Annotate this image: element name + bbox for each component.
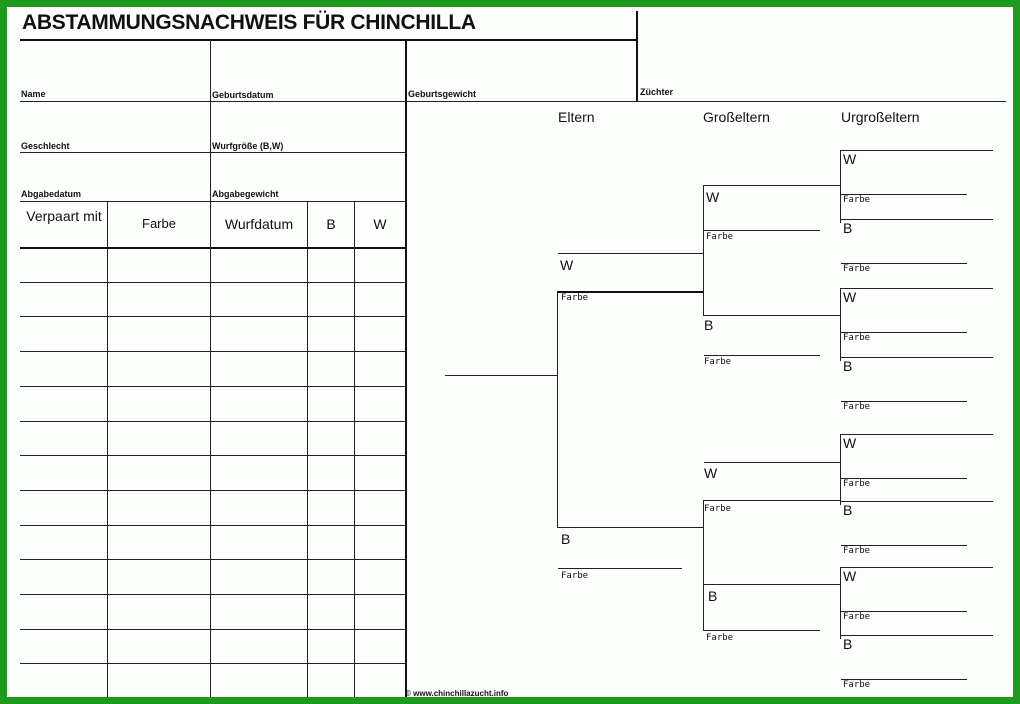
table-col-line-4: [354, 201, 355, 697]
grandparent-3-color-line: [704, 500, 840, 501]
table-row: [20, 386, 405, 387]
great-grandparent-4-color-label: Farbe: [843, 402, 871, 412]
grandparent-4-mark: B: [708, 588, 718, 604]
great-grandparent-3-color-label: Farbe: [843, 333, 871, 343]
grandparent-1-line: [704, 185, 840, 186]
table-col-line-3: [307, 201, 308, 697]
great-grandparent-8-mark: B: [843, 636, 853, 652]
grandparents-lower-connector: [703, 500, 704, 631]
grandparents-upper-connector: [703, 185, 704, 316]
generation-parents: Eltern: [558, 109, 595, 125]
grandparent-3-mark: W: [704, 465, 718, 481]
birth-date-label: Geburtsdatum: [212, 90, 274, 100]
tree-root-line: [445, 375, 558, 376]
grandparent-4-color-line: [704, 630, 820, 631]
table-row: [20, 594, 405, 595]
great-grandparent-8-color-label: Farbe: [843, 680, 871, 690]
table-row: [20, 351, 405, 352]
table-row: [20, 559, 405, 560]
great-grandparent-7-color-label: Farbe: [843, 612, 871, 622]
name-label: Name: [21, 89, 46, 99]
great-grandparent-8-line: [841, 635, 993, 636]
table-row: [20, 663, 405, 664]
breeder-label: Züchter: [640, 87, 674, 97]
table-row: [20, 490, 405, 491]
header-row-line: [20, 101, 1006, 102]
table-header-color: Farbe: [142, 216, 176, 231]
parent-b-color-label: Farbe: [561, 571, 589, 581]
litter-size-label: Wurfgröße (B,W): [212, 141, 284, 151]
great-grandparent-5-color-label: Farbe: [843, 479, 871, 489]
sex-row-line: [20, 152, 405, 153]
left-section-border: [405, 40, 407, 697]
great-grandparent-1-mark: W: [843, 151, 857, 167]
table-row: [20, 455, 405, 456]
great-grandparents-connector-2: [840, 288, 841, 361]
table-row: [20, 282, 405, 283]
title-right-border: [636, 11, 638, 101]
sex-label: Geschlecht: [21, 141, 70, 151]
copyright-footer: © www.chinchillazucht.info: [405, 689, 509, 697]
parent-b-color-line: [558, 568, 682, 569]
sale-row-line: [20, 201, 405, 202]
grandparent-1-mark: W: [706, 189, 720, 205]
grandparent-4-line: [704, 584, 840, 585]
grandparent-3-color-label: Farbe: [704, 504, 732, 514]
great-grandparent-5-mark: W: [843, 435, 857, 451]
great-grandparent-2-color-label: Farbe: [843, 264, 871, 274]
great-grandparent-3-line: [841, 288, 993, 289]
great-grandparent-1-line: [841, 150, 993, 151]
great-grandparent-6-color-label: Farbe: [843, 546, 871, 556]
parent-w-color-label: Farbe: [561, 293, 589, 303]
title-underline: [20, 39, 636, 41]
table-header-w: W: [373, 216, 387, 232]
pedigree-form: [7, 7, 1013, 697]
great-grandparent-7-mark: W: [843, 568, 857, 584]
table-header-litter-date: Wurfdatum: [224, 216, 294, 232]
great-grandparents-connector-4: [840, 567, 841, 639]
grandparent-2-line: [704, 315, 840, 316]
table-row: [20, 525, 405, 526]
sale-weight-label: Abgabegewicht: [212, 189, 279, 199]
grandparent-3-line: [704, 462, 840, 463]
table-row: [20, 316, 405, 317]
field-divider-1: [210, 40, 211, 202]
table-header-line: [20, 247, 405, 249]
grandparent-1-color-line: [704, 230, 820, 231]
table-col-line-2: [210, 201, 211, 697]
parent-w-line: [558, 253, 704, 254]
grandparent-2-color-label: Farbe: [704, 357, 732, 367]
table-row: [20, 421, 405, 422]
great-grandparent-3-mark: W: [843, 289, 857, 305]
grandparent-2-mark: B: [704, 317, 714, 333]
table-header-b: B: [326, 216, 336, 232]
parent-b-mark: B: [561, 531, 571, 547]
table-row: [20, 629, 405, 630]
sale-date-label: Abgabedatum: [21, 189, 82, 199]
great-grandparents-connector-3: [840, 434, 841, 505]
table-col-line-1: [107, 201, 108, 697]
grandparent-4-color-label: Farbe: [706, 633, 734, 643]
great-grandparent-2-line: [841, 219, 993, 220]
form-title: ABSTAMMUNGSNACHWEIS FÜR CHINCHILLA: [22, 11, 476, 34]
great-grandparent-5-line: [841, 434, 993, 435]
generation-great-grandparents: Urgroßeltern: [841, 109, 920, 125]
great-grandparent-6-mark: B: [843, 502, 853, 518]
table-header-partner: Verpaart mit: [26, 208, 102, 224]
parent-b-line: [558, 527, 704, 528]
parent-w-mark: W: [560, 257, 574, 273]
tree-parents-connector: [557, 291, 558, 528]
birth-weight-label: Geburtsgewicht: [408, 89, 477, 99]
great-grandparent-2-mark: B: [843, 220, 853, 236]
grandparent-1-color-label: Farbe: [706, 232, 734, 242]
great-grandparent-4-line: [841, 357, 993, 358]
great-grandparent-6-line: [841, 501, 993, 502]
great-grandparent-4-mark: B: [843, 358, 853, 374]
great-grandparent-1-color-label: Farbe: [843, 195, 871, 205]
grandparent-2-color-line: [704, 355, 820, 356]
great-grandparent-7-line: [841, 567, 993, 568]
great-grandparents-connector-1: [840, 150, 841, 223]
generation-grandparents: Großeltern: [703, 109, 770, 125]
